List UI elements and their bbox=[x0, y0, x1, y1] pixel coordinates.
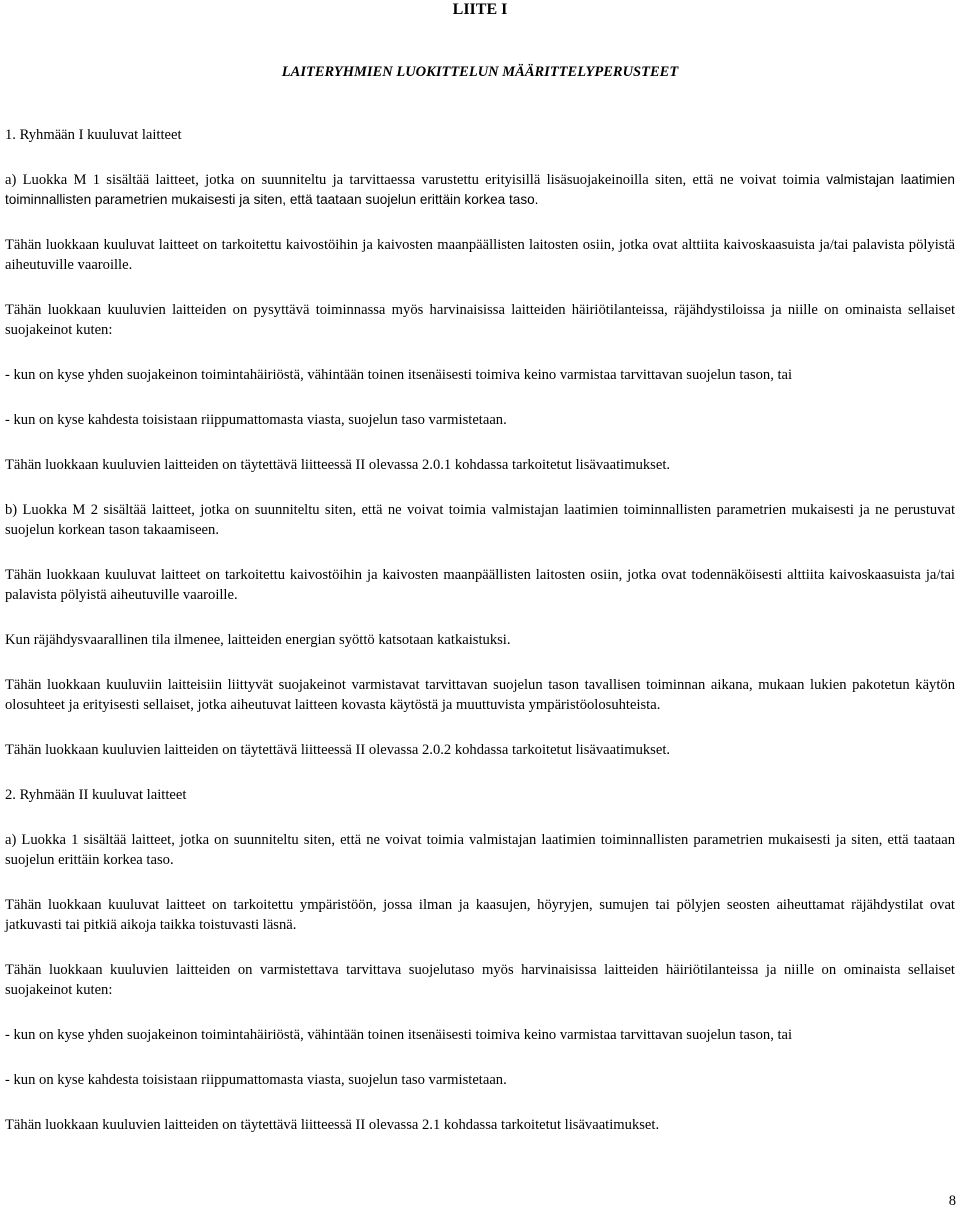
section-2a-paragraph-1: a) Luokka 1 sisältää laitteet, jotka on suunniteltu siten, että ne voivat toimia valmistajan laatimien toiminnallisten parametrien mukaisesti ja siten, että taataan suojelun erittäin korkea taso. bbox=[5, 832, 955, 868]
section-1a-paragraph-5: - kun on kyse kahdesta toisistaan riippumattomasta viasta, suojelun taso varmistetaan. bbox=[5, 412, 507, 428]
page-number: 8 bbox=[948, 1193, 956, 1209]
section-1a-paragraph-1 bbox=[5, 170, 955, 210]
section-2a-paragraph-3: Tähän luokkaan kuuluvien laitteiden on varmistettava tarvittava suojelutaso myös harvinaisissa laitteiden häiriötilanteissa ja niille on ominaista sellaiset suojakeinot kuten: bbox=[5, 962, 955, 998]
section-1b-paragraph-4: Tähän luokkaan kuuluviin laitteisiin liittyvät suojakeinot varmistavat tarvittavan suojelun tason tavallisen toiminnan aikana, mukaan lukien pakotetun käytön olosuhteet ja erityisesti sellaiset, jotka aiheutuvat laitteen kovasta käytöstä ja muuttuvista ympäristöolosuhteista. bbox=[5, 677, 955, 713]
section-2a-paragraph-4: - kun on kyse yhden suojakeinon toimintahäiriöstä, vähintään toinen itsenäisesti toimiva keino varmistaa tarvittavan suojelun tason, tai bbox=[5, 1027, 793, 1043]
section-2-heading: 2. Ryhmään II kuuluvat laitteet bbox=[5, 787, 187, 803]
section-1b-paragraph-3: Kun räjähdysvaarallinen tila ilmenee, laitteiden energian syöttö katsotaan katkaistuksi. bbox=[5, 632, 511, 648]
section-1a-text-part-2: valmistajan laatimien toiminnallisten parametrien mukaisesti ja siten, että taataan suojelun erittäin korkea taso. bbox=[5, 172, 955, 207]
section-1a-paragraph-3: Tähän luokkaan kuuluvien laitteiden on pysyttävä toiminnassa myös harvinaisissa laitteiden häiriötilanteissa, räjähdystiloissa ja niille on ominaista sellaiset suojakeinot kuten: bbox=[5, 302, 955, 338]
page-title: LIITE I bbox=[452, 1, 508, 18]
section-2a-paragraph-6: Tähän luokkaan kuuluvien laitteiden on täytettävä liitteessä II olevassa 2.1 kohdassa tarkoitetut lisävaatimukset. bbox=[5, 1117, 660, 1133]
section-1a-text-part-1: a) Luokka M 1 sisältää laitteet, jotka on suunniteltu ja tarvittaessa varustettu erityisillä lisäsuojakeinoilla siten, että ne voivat toimia bbox=[5, 172, 827, 188]
section-1b-paragraph-2: Tähän luokkaan kuuluvat laitteet on tarkoitettu kaivostöihin ja kaivosten maanpäällisten laitosten osiin, jotka ovat todennäköisesti alttiita kaivoskaasuista ja/tai palavista pölyistä aiheutuville vaaroille. bbox=[5, 567, 955, 603]
section-1a-paragraph-4: - kun on kyse yhden suojakeinon toimintahäiriöstä, vähintään toinen itsenäisesti toimiva keino varmistaa tarvittavan suojelun tason, tai bbox=[5, 367, 793, 383]
document-page bbox=[5, 0, 955, 1133]
section-1a-paragraph-2: Tähän luokkaan kuuluvat laitteet on tarkoitettu kaivostöihin ja kaivosten maanpäällisten laitosten osiin, jotka ovat alttiita kaivoskaasuista ja/tai palavista pölyistä aiheutuville vaaroille. bbox=[5, 237, 955, 273]
section-2a-paragraph-5: - kun on kyse kahdesta toisistaan riippumattomasta viasta, suojelun taso varmistetaan. bbox=[5, 1072, 507, 1088]
section-1a-paragraph-6: Tähän luokkaan kuuluvien laitteiden on täytettävä liitteessä II olevassa 2.0.1 kohdassa tarkoitetut lisävaatimukset. bbox=[5, 457, 671, 473]
section-1b-paragraph-1: b) Luokka M 2 sisältää laitteet, jotka on suunniteltu siten, että ne voivat toimia valmistajan laatimien toiminnallisten parametrien mukaisesti ja ne perustuvat suojelun korkean tason takaamiseen. bbox=[5, 502, 955, 538]
section-1-heading: 1. Ryhmään I kuuluvat laitteet bbox=[5, 127, 182, 143]
section-2a-paragraph-2: Tähän luokkaan kuuluvat laitteet on tarkoitettu ympäristöön, jossa ilman ja kaasujen, höyryjen, sumujen tai pölyjen seosten aiheuttamat räjähdystilat ovat jatkuvasti tai pitkiä aikoja taikka toistuvasti läsnä. bbox=[5, 897, 955, 933]
document-body bbox=[5, 125, 955, 1160]
section-1b-paragraph-5: Tähän luokkaan kuuluvien laitteiden on täytettävä liitteessä II olevassa 2.0.2 kohdassa tarkoitetut lisävaatimukset. bbox=[5, 742, 671, 758]
page-subtitle: LAITERYHMIEN LUOKITTELUN MÄÄRITTELYPERUSTEET bbox=[281, 64, 679, 80]
